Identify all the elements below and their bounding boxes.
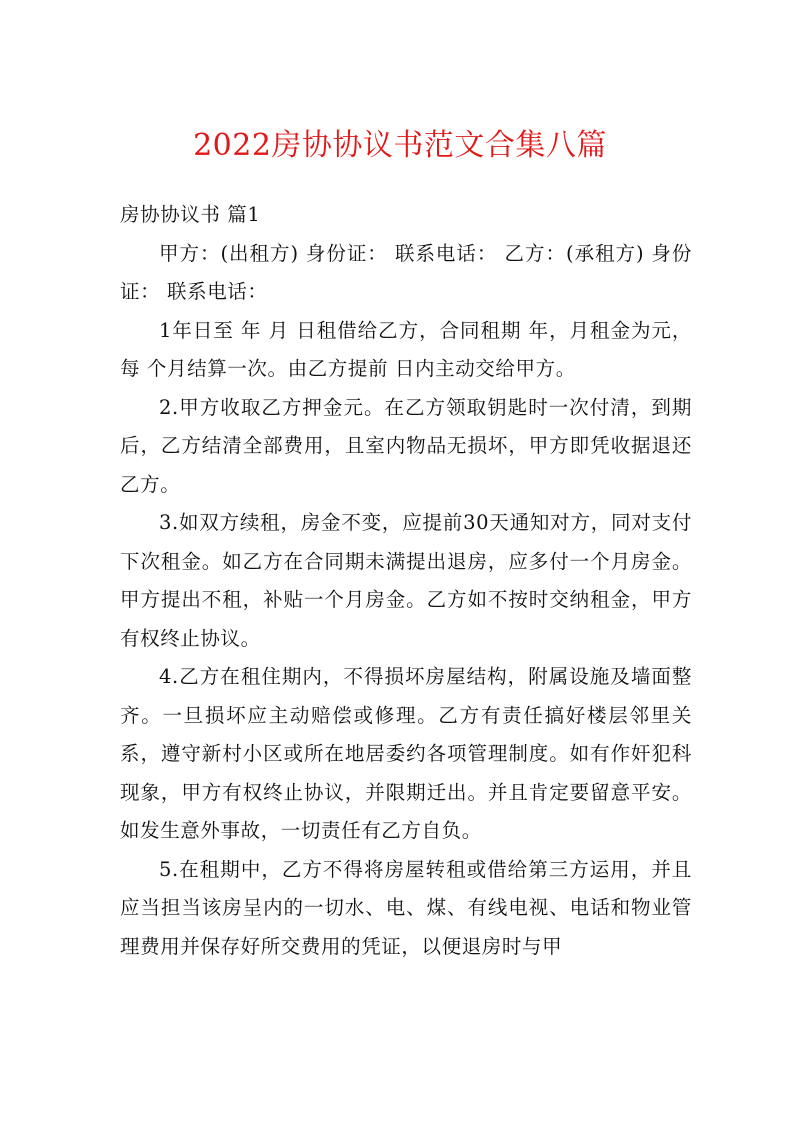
paragraph-clause-5: 5.在租期中，乙方不得将房屋转租或借给第三方运用，并且应当担当该房呈内的一切水、电、煤、有线电视、电话和物业管理费用并保存好所交费用的凭证，以便退房时与甲 bbox=[120, 857, 692, 958]
paragraph-clause-2: 2.甲方收取乙方押金元。在乙方领取钥匙时一次付清，到期后，乙方结清全部费用，且室内物品无损坏，甲方即凭收据退还乙方。 bbox=[120, 395, 692, 496]
document-body bbox=[120, 196, 692, 966]
section-heading: 房协协议书 篇1 bbox=[120, 203, 261, 226]
paragraph-clause-4: 4.乙方在租住期内，不得损坏房屋结构，附属设施及墙面整齐。一旦损坏应主动赔偿或修理。乙方有责任搞好楼层邻里关系，遵守新村小区或所在地居委约各项管理制度。如有作奸犯科现象，甲方有权终止协议，并限期迁出。并且肯定要留意平安。如发生意外事故，一切责任有乙方自负。 bbox=[120, 665, 692, 842]
paragraph-clause-3: 3.如双方续租，房金不变，应提前30天通知对方，同对支付下次租金。如乙方在合同期未满提出退房，应多付一个月房金。甲方提出不租，补贴一个月房金。乙方如不按时交纳租金，甲方有权终止协议。 bbox=[120, 511, 692, 650]
paragraph-clause-1: 1年日至 年 月 日租借给乙方，合同租期 年，月租金为元，每 个月结算一次。由乙方提前 日内主动交给甲方。 bbox=[120, 318, 692, 380]
paragraph-parties: 甲方：(出租方) 身份证： 联系电话： 乙方：(承租方) 身份证： 联系电话： bbox=[120, 241, 692, 303]
document-title: 2022房协协议书范文合集八篇 bbox=[193, 128, 607, 163]
